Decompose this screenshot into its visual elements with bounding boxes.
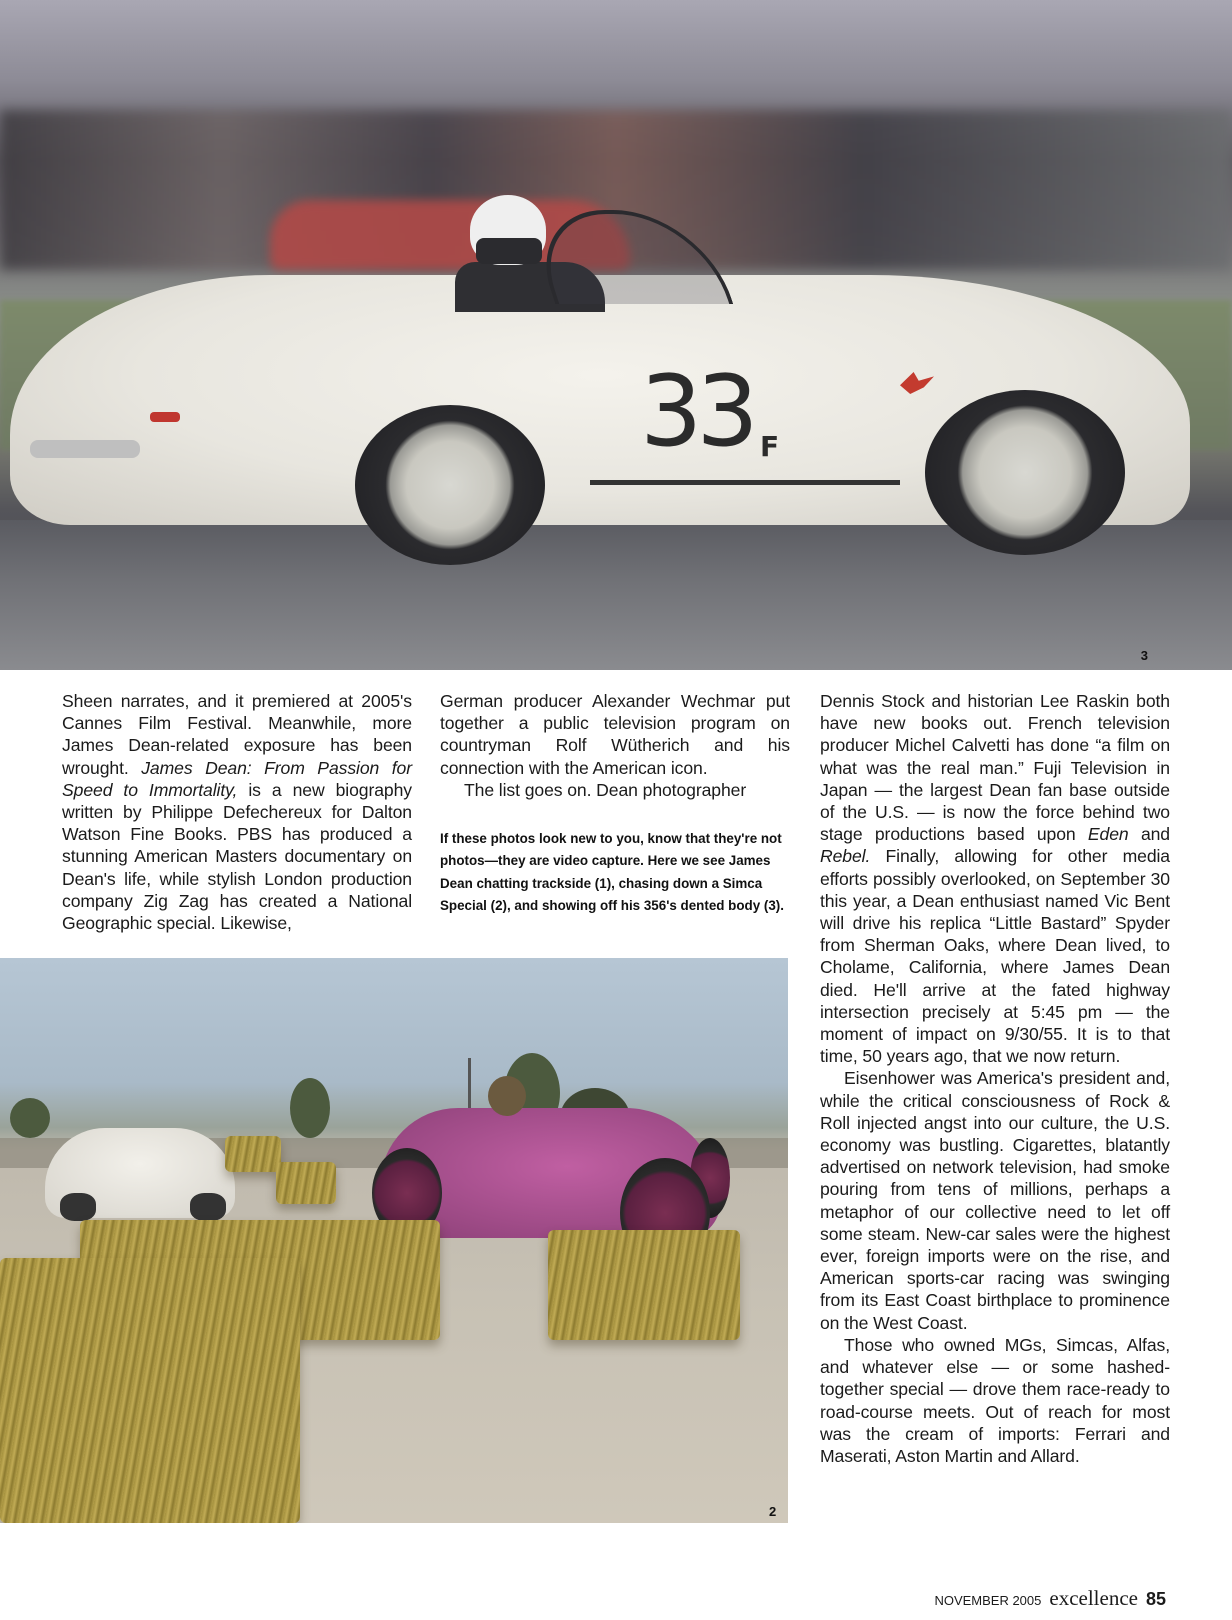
tree (10, 1098, 50, 1138)
column2-paragraph-2: The list goes on. Dean photographer (464, 779, 747, 800)
column3-text-and: and (1128, 824, 1170, 845)
rear-bumper (30, 440, 140, 458)
figure-number-3: 3 (1140, 648, 1148, 663)
column2-paragraph-1: German producer Alexander Wechmar put together a public television program on countryman Rolf Wütherich and his connection with the American icon. (440, 691, 790, 778)
page-footer (934, 1586, 1166, 1611)
side-stripe (590, 480, 900, 485)
column3-paragraph-3: Those who owned MGs, Simcas, Alfas, and whatever else — or some hashed-together special — drove them race-ready to road-course meets. Out of reach for most was the cream of imports: Ferrari and Maserati, Aston Martin and Allard. (820, 1334, 1170, 1466)
bottom-photo-race (0, 958, 788, 1523)
book-title: James Dean: From Passion for Speed to Immortality, (62, 757, 412, 800)
title-eden: Eden (1087, 824, 1129, 845)
issue-date: NOVEMBER 2005 (934, 1593, 1042, 1608)
column1-paragraph (62, 690, 412, 934)
column3-paragraph-1 (820, 690, 1170, 1067)
white-car-wheel (190, 1193, 226, 1221)
front-wheel (925, 390, 1125, 555)
car-number-class: F (760, 430, 780, 463)
column3-text-a: Dennis Stock and historian Lee Raskin both have new books out. French television producer Michel Calvetti has done “a film on what was the real man.” Fuji Television in Japan — the largest Dean fan base outside of the U.S. — is now the force behind two stage productions based upon (820, 691, 1170, 845)
helmet-visor (476, 238, 542, 264)
text-column-2 (440, 690, 790, 801)
tail-light (150, 412, 180, 422)
car-number: 33 (640, 355, 753, 469)
top-photo-speedster (0, 0, 1232, 670)
page-number: 85 (1145, 1589, 1166, 1609)
magazine-name: excellence (1049, 1586, 1138, 1610)
photo-caption: If these photos look new to you, know that they're not photos—they are video capture. Here we see James Dean chatting trackside (1), chasing down a Simca Special (2), and showing off his 356's dented body (3). (440, 831, 784, 914)
hay-bale (225, 1136, 281, 1172)
column1-text-a: Sheen narrates, and it premiered at 2005's Cannes Film Festival. Meanwhile, more James Dean-related exposure has been wrought. (62, 691, 412, 778)
column3-paragraph-2: Eisenhower was America's president and, while the critical consciousness of Rock & Roll injected angst into our culture, the U.S. economy was bustling. Cigarettes, blatantly advertised on network television, had smoke pouring from tens of millions, perhaps a metaphor of our collective need to let off some steam. New-car sales were the highest ever, foreign imports were on the rise, and American sports-car racing was swinging from its East Coast birthplace to prominence on the West Coast. (820, 1068, 1170, 1333)
title-rebel: Rebel. (820, 846, 871, 867)
simca-driver (488, 1076, 526, 1116)
column3-text-b: Finally, allowing for other media efforts possibly overlooked, on September 30 this year, a Dean enthusiast named Vic Bent will drive his replica “Little Bastard” Spyder from Sherman Oaks, where Dean lived, to Cholame, California, where James Dean died. He'll arrive at the fated highway intersection precisely at 5:45 pm — the moment of impact on 9/30/55. It is to that time, 50 years ago, that we now return. (820, 846, 1170, 1067)
hay-bale (0, 1258, 300, 1523)
text-column-1 (62, 690, 412, 934)
tree (290, 1078, 330, 1138)
white-car-wheel (60, 1193, 96, 1221)
hay-bale (548, 1230, 740, 1340)
text-column-3 (820, 690, 1170, 1467)
figure-number-2: 2 (769, 1504, 777, 1519)
column1-text-b: is a new biography written by Philippe Defechereux for Dalton Watson Fine Books. PBS has produced a stunning American Masters documentary on Dean's life, while stylish London production company Zig Zag has created a National Geographic special. Likewise, (62, 779, 412, 934)
rear-wheel (355, 405, 545, 565)
hay-bale (276, 1162, 336, 1204)
